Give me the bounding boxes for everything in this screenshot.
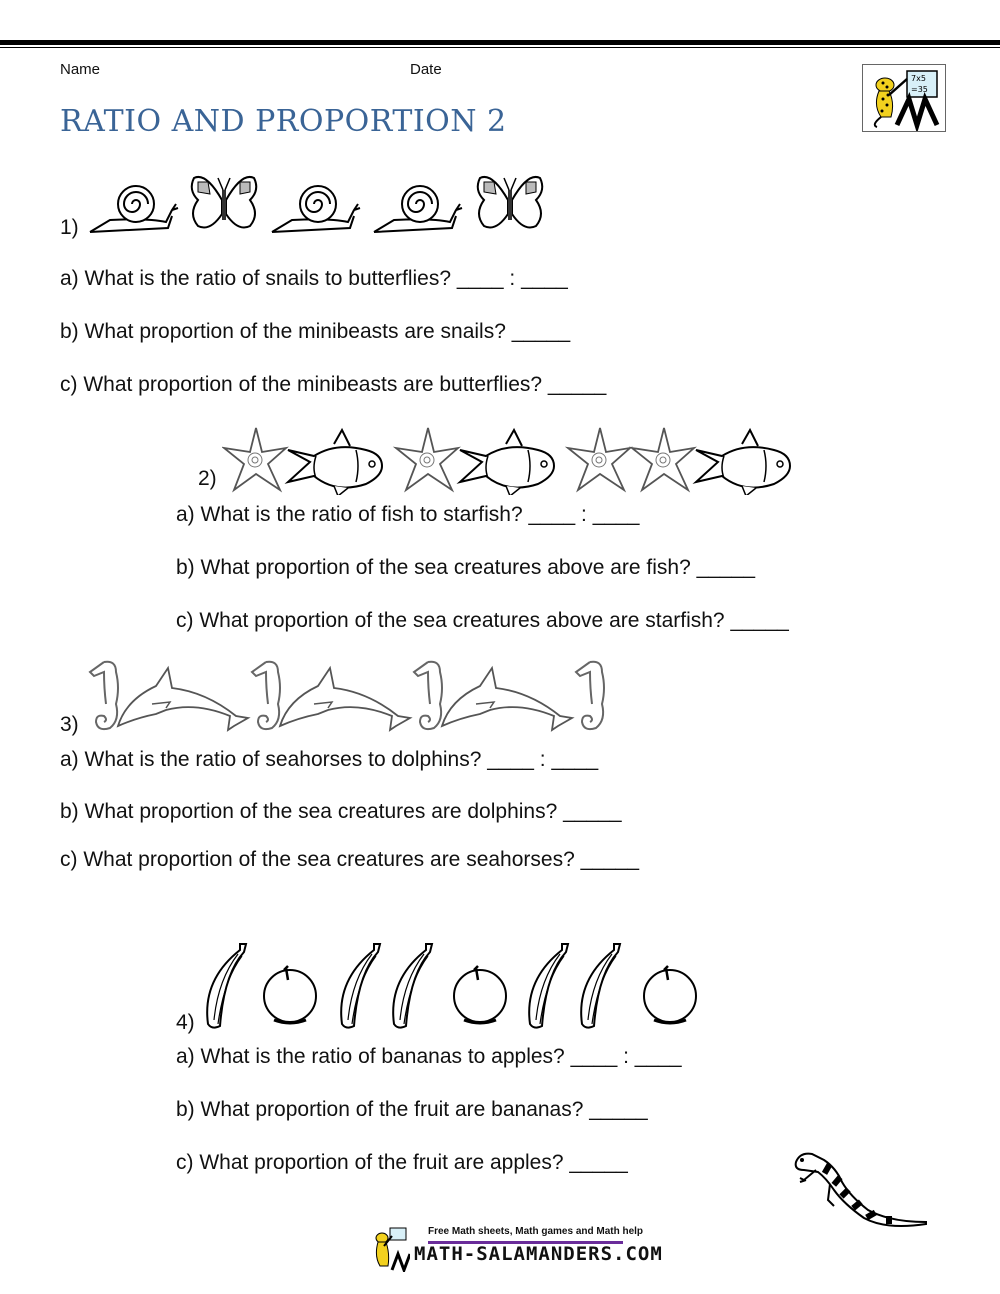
seahorse-icon [576, 662, 604, 729]
snail-icon [90, 186, 178, 232]
apple-icon [454, 966, 506, 1023]
seahorse-icon [90, 662, 118, 729]
banana-icon [393, 944, 432, 1028]
question-4b: b) What proportion of the fruit are bananas? _____ [176, 1098, 648, 1121]
seahorse-icon [414, 662, 442, 729]
question-2c: c) What proportion of the sea creatures above are starfish? _____ [176, 609, 789, 632]
question-3-number: 3) [60, 713, 79, 736]
seahorse-icon [252, 662, 280, 729]
snail-icon [272, 186, 360, 232]
starfish-icon [396, 428, 458, 490]
question-3c: c) What proportion of the sea creatures are seahorses? _____ [60, 848, 639, 871]
top-border-thin [0, 47, 1000, 48]
apple-icon [264, 966, 316, 1023]
starfish-icon [224, 428, 286, 490]
banana-icon [207, 944, 246, 1028]
question-2b: b) What proportion of the sea creatures above are fish? _____ [176, 556, 756, 579]
footer-site-name: MATH-SALAMANDERS.COM [414, 1243, 663, 1265]
dolphin-icon [280, 668, 410, 730]
banana-icon [341, 944, 380, 1028]
question-1b: b) What proportion of the minibeasts are snails? _____ [60, 320, 571, 343]
page-title: RATIO AND PROPORTION 2 [60, 104, 507, 139]
question-4-number: 4) [176, 1011, 195, 1034]
snail-icon [374, 186, 462, 232]
footer-tagline: Free Math sheets, Math games and Math help [428, 1226, 644, 1237]
question-1a: a) What is the ratio of snails to butterflies? ____ : ____ [60, 267, 568, 290]
question-3a: a) What is the ratio of seahorses to dolphins? ____ : ____ [60, 748, 599, 771]
date-label: Date [410, 61, 442, 78]
question-1c: c) What proportion of the minibeasts are butterflies? _____ [60, 373, 607, 396]
dolphin-icon [118, 668, 248, 730]
fish-icon [696, 430, 790, 495]
question-3b: b) What proportion of the sea creatures are dolphins? _____ [60, 800, 622, 823]
question-4-pictures [202, 938, 722, 1038]
question-2-number: 2) [198, 467, 217, 490]
svg-text:7x5: 7x5 [911, 74, 926, 83]
svg-text:=35: =35 [911, 85, 928, 94]
butterfly-icon [478, 177, 543, 228]
question-4a: a) What is the ratio of bananas to apples? ____ : ____ [176, 1045, 682, 1068]
math-salamanders-logo [862, 64, 946, 132]
name-label: Name [60, 61, 101, 78]
question-2a: a) What is the ratio of fish to starfish? ____ : ____ [176, 503, 640, 526]
banana-icon [529, 944, 568, 1028]
question-1-number: 1) [60, 216, 79, 239]
question-1-pictures [88, 170, 558, 245]
footer-logo-icon [370, 1226, 410, 1272]
apple-icon [644, 966, 696, 1023]
salamander-icon [790, 1140, 930, 1235]
question-4c: c) What proportion of the fruit are apples? _____ [176, 1151, 628, 1174]
question-3-pictures [86, 656, 611, 741]
butterfly-icon [192, 177, 257, 228]
fish-icon [460, 430, 554, 495]
starfish-icon [632, 428, 694, 490]
question-2-pictures [222, 420, 812, 500]
starfish-icon [568, 428, 630, 490]
fish-icon [288, 430, 382, 495]
footer-brand [370, 1226, 663, 1272]
dolphin-icon [442, 668, 572, 730]
salamander-teacher-icon [863, 65, 945, 131]
top-border-thick [0, 40, 1000, 45]
banana-icon [581, 944, 620, 1028]
